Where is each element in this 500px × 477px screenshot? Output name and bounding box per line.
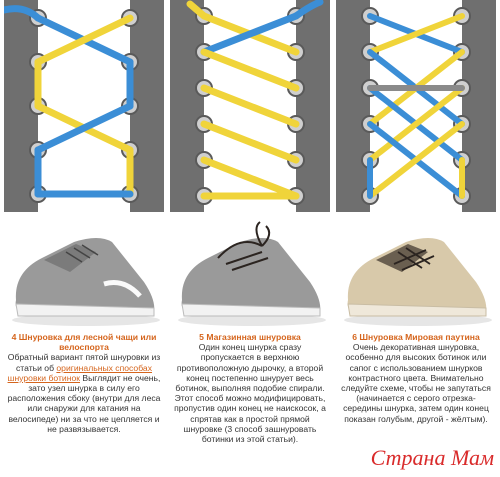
panel-caption: [338, 332, 494, 424]
panel-title: 6 Шнуровка Мировая паутина: [352, 332, 480, 342]
panel-title: 5 Магазинная шнуровка: [199, 332, 301, 342]
shoe-photo-gray-2: [170, 212, 330, 330]
panel-title: 4 Шнуровка для лесной чащи или велоспорта: [11, 332, 157, 353]
panel-body-after: Выглядит не очень, зато узел шнурка в силу его расположения сбоку (внутри для леса или снаружи для катания на велосипеде) ни за что не цепляется и не развязывается.: [7, 372, 161, 434]
lacing-diagram-4: [4, 0, 164, 212]
panel-body: Очень декоративная шнуровка, особенно для высоких ботинок или сапог с использованием шнурков контрастного цвета. Внимательно следуйте схеме, чтобы не запутаться (начинается с серого отрезка-середины шнурка, затем один конец показан голубым, другой - жёлтым).: [341, 342, 491, 424]
watermark-logo: Страна Мам: [370, 445, 494, 470]
lacing-diagram-5: [170, 0, 330, 212]
panel-caption: [172, 332, 328, 444]
panel-body-before: Обратный вариант пятой шнуровки из статьи об: [7, 352, 161, 373]
shoe-photo-gray: [4, 212, 164, 330]
lacing-panel-5: [170, 0, 330, 477]
original-methods-link[interactable]: оригинальных способах шнуровки ботинок: [7, 362, 153, 383]
lacing-diagram-6: [336, 0, 496, 212]
panel-body: [6, 352, 162, 434]
shoe-photo-beige: [336, 212, 496, 330]
lacing-panel-4: [4, 0, 164, 477]
panel-body: Один конец шнурка сразу пропускается в верхнюю противоположную дырочку, а второй конец постепенно шнурует весь ботинок, выполняя подобие спирали. Этот способ можно модифицировать, пропустив один конец не наискосок, а спрятав как в простой прямой шнуровке (3 способ зашнуровать ботинки из этой статьи).: [174, 342, 326, 445]
panel-caption: [6, 332, 162, 434]
lacing-panel-6: [336, 0, 496, 477]
